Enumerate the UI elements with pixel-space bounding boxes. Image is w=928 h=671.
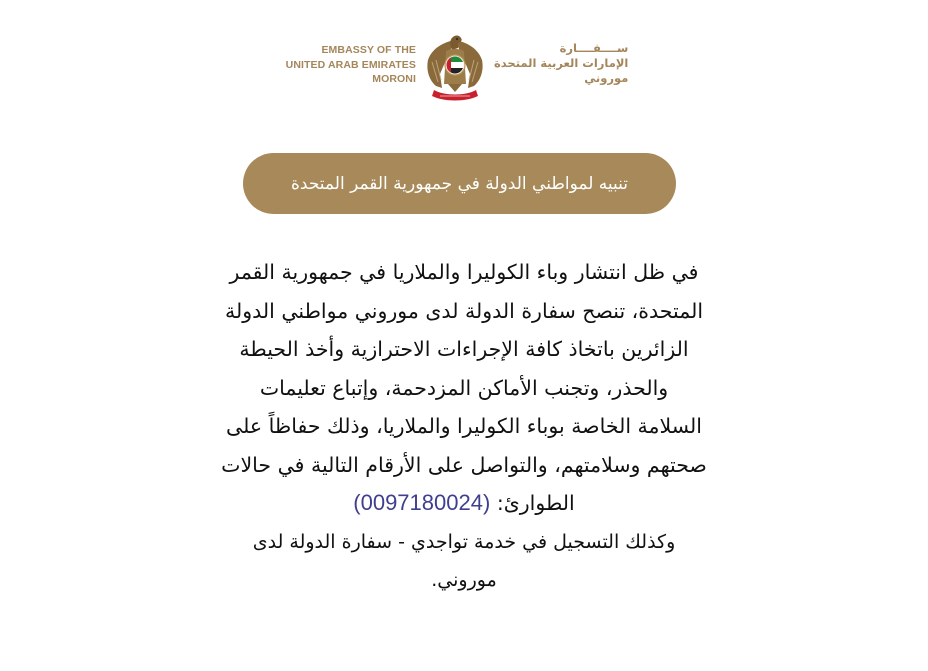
english-line-3: MORONI (372, 73, 416, 85)
alert-title: تنبيه لمواطني الدولة في جمهورية القمر المتحدة (291, 173, 629, 194)
arabic-line-2: الإمارات العربية المتحدة (494, 56, 629, 70)
emergency-label: الطوارئ: (496, 491, 575, 515)
notice-line-1: في ظل انتشار وباء الكوليرا والملاريا في جمهورية القمر (229, 260, 699, 284)
embassy-name-english (286, 43, 416, 87)
registration-line-2: موروني. (431, 568, 497, 591)
english-line-1: EMBASSY OF THE (321, 44, 416, 56)
english-line-2: UNITED ARAB EMIRATES (285, 58, 416, 71)
embassy-name-arabic (494, 41, 628, 86)
notice-line-6: صحتهم وسلامتهم، والتواصل على الأرقام التالية في حالات (221, 452, 707, 477)
registration-line-1: وكذلك التسجيل في خدمة تواجدي - سفارة الدولة لدى (252, 530, 676, 553)
arabic-line-3: موروني (584, 71, 629, 85)
notice-line-5: السلامة الخاصة بوباء الكوليرا والملاريا، وذلك حفاظاً على (226, 414, 702, 438)
embassy-header (0, 30, 928, 105)
notice-body (196, 253, 732, 599)
emergency-phone-number[interactable]: (0097180024) (353, 490, 491, 515)
alert-title-banner (243, 153, 676, 214)
notice-line-2: المتحدة، تنصح سفارة الدولة لدى موروني مواطني الدولة (224, 298, 704, 323)
emergency-line (196, 484, 732, 523)
notice-line-4: والحذر، وتجنب الأماكن المزدحمة، وإتباع تعليمات (259, 375, 669, 400)
notice-line-3: الزائرين باتخاذ كافة الإجراءات الاحترازية وأخذ الحيطة (239, 337, 689, 361)
uae-falcon-emblem-icon (424, 30, 486, 102)
arabic-line-1: ســــفــــارة (559, 41, 629, 55)
